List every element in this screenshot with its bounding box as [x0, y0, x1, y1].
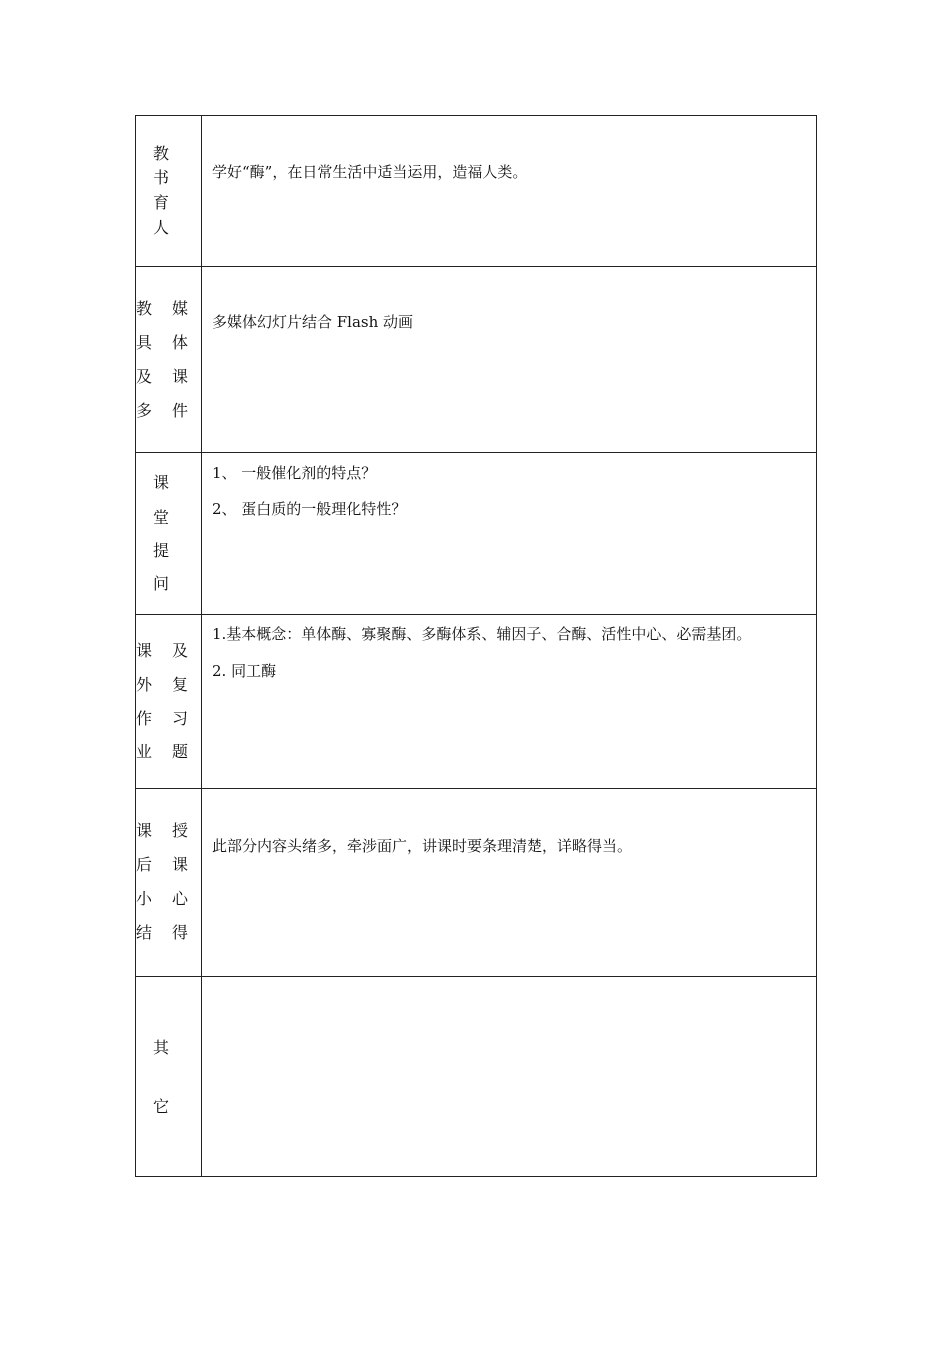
label-char: 小: [136, 889, 153, 908]
label-char: 件: [172, 401, 189, 420]
content-text: 学好“酶”，在日常生活中适当运用，造福人类。: [212, 163, 528, 181]
row-label: [136, 789, 202, 976]
row-content-empty: [202, 977, 816, 1176]
label-char: 及: [136, 367, 153, 386]
table-row-homework: [136, 615, 816, 789]
label-char: 课: [136, 641, 153, 660]
label-char: 教: [136, 299, 153, 318]
row-label: [136, 615, 202, 788]
label-char: 媒: [172, 299, 189, 318]
content-text: 此部分内容头绪多，牵涉面广，讲课时要条理清楚，详略得当。: [212, 837, 633, 855]
label-char: 问: [153, 574, 170, 593]
table-row-reflection: [136, 789, 816, 977]
row-label: [136, 977, 202, 1176]
label-char: 课: [136, 821, 153, 840]
label-char: 它: [153, 1097, 170, 1116]
label-char: 其: [153, 1038, 170, 1057]
label-char: 教: [153, 144, 170, 163]
table-row-classroom-questions: [136, 453, 816, 615]
row-content: [202, 267, 816, 452]
content-text: 1、 一般催化剂的特点？: [212, 464, 377, 482]
label-char: 题: [172, 742, 189, 761]
label-char: 结: [136, 923, 153, 942]
row-content: [202, 789, 816, 976]
table-row-other: [136, 977, 816, 1176]
label-char: 体: [172, 333, 189, 352]
content-text: 2、 蛋白质的一般理化特性？: [212, 500, 407, 518]
label-char: 多: [136, 401, 153, 420]
label-char: 复: [172, 675, 189, 694]
table-row-teaching-aids: [136, 267, 816, 453]
label-char: 人: [153, 218, 170, 237]
label-char: 课: [153, 473, 170, 492]
content-text: 1.基本概念：单体酶、寡聚酶、多酶体系、辅因子、合酶、活性中心、必需基团。: [212, 625, 752, 643]
label-char: 堂: [153, 508, 170, 527]
label-char: 心: [172, 889, 189, 908]
content-text: 2. 同工酶: [212, 662, 277, 680]
label-char: 具: [136, 333, 153, 352]
label-char: 及: [172, 641, 189, 660]
table-row-moral-education: [136, 116, 816, 267]
label-char: 得: [172, 923, 189, 942]
row-label: [136, 267, 202, 452]
label-char: 外: [136, 675, 153, 694]
row-label: [136, 453, 202, 614]
label-char: 课: [172, 855, 189, 874]
row-content: [202, 453, 816, 614]
label-char: 习: [172, 709, 189, 728]
label-char: 育: [153, 193, 170, 212]
label-char: 书: [153, 168, 170, 187]
label-char: 作: [136, 709, 153, 728]
content-text: 多媒体幻灯片结合 Flash 动画: [212, 313, 414, 331]
row-content: [202, 116, 816, 266]
label-char: 提: [153, 541, 170, 560]
label-char: 授: [172, 821, 189, 840]
lesson-plan-table: [135, 115, 817, 1177]
row-content: [202, 615, 816, 788]
row-label: [136, 116, 202, 266]
label-char: 业: [136, 742, 153, 761]
label-char: 后: [136, 855, 153, 874]
label-char: 课: [172, 367, 189, 386]
